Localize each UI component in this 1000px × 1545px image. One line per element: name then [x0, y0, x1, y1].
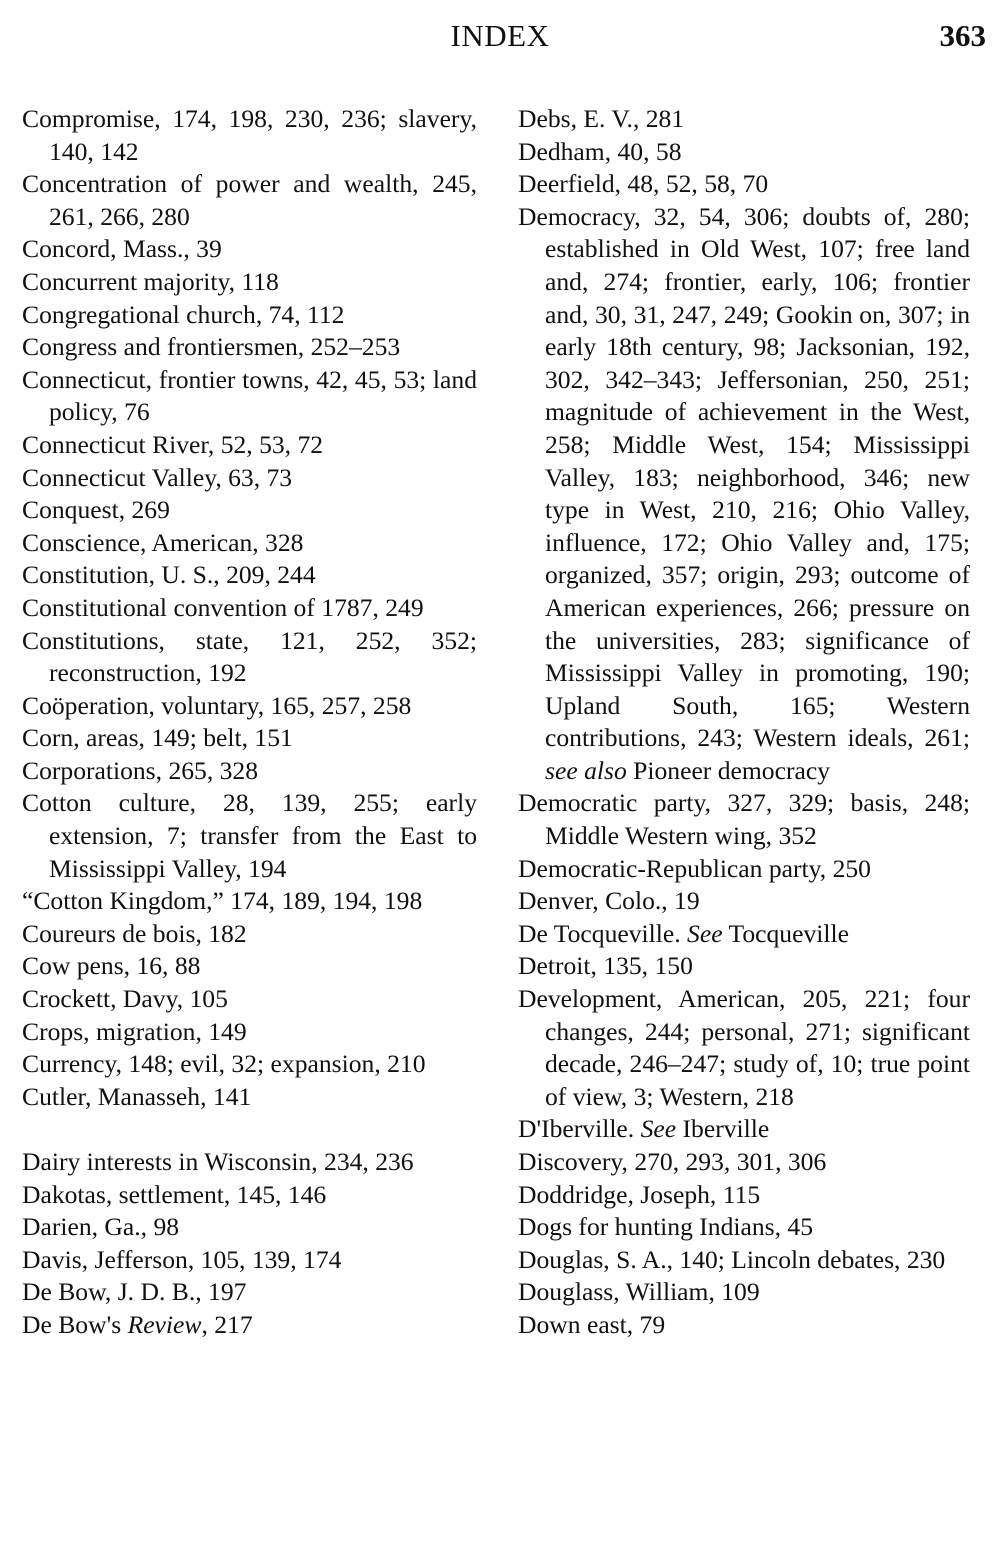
index-entry — [518, 201, 970, 788]
index-entry: Concord, Mass., 39 — [22, 234, 222, 264]
index-entry: Dedham, 40, 58 — [518, 136, 682, 166]
index-entry: Down east, 79 — [518, 1309, 666, 1339]
entry-text: Tocqueville — [722, 918, 849, 948]
index-entry — [518, 918, 970, 951]
index-entry: Congress and frontiersmen, 252–253 — [22, 332, 401, 362]
index-entry: Davis, Jefferson, 105, 139, 174 — [22, 1244, 342, 1274]
index-entry: Crockett, Davy, 105 — [22, 984, 228, 1014]
index-entry: Connecticut River, 52, 53, 72 — [22, 429, 324, 459]
page-title: INDEX — [450, 18, 550, 53]
index-entry: Coöperation, voluntary, 165, 257, 258 — [22, 690, 412, 720]
index-entry: Douglas, S. A., 140; Lincoln debates, 230 — [518, 1244, 946, 1274]
index-entry: Constitutional convention of 1787, 249 — [22, 592, 424, 622]
index-entry: Compromise, 174, 198, 230, 236; slavery, 140, 142 — [22, 104, 477, 166]
index-entry: Doddridge, Joseph, 115 — [518, 1179, 761, 1209]
index-entry: Dairy interests in Wisconsin, 234, 236 — [22, 1147, 414, 1176]
index-entry: “Cotton Kingdom,” 174, 189, 194, 198 — [22, 886, 423, 916]
entry-italic: See — [687, 918, 723, 948]
index-entry: Discovery, 270, 293, 301, 306 — [518, 1147, 827, 1176]
index-entry: Corporations, 265, 328 — [22, 755, 259, 785]
index-entry: Concentration of power and wealth, 245, 261, 266, 280 — [22, 169, 477, 231]
index-entry: Cotton culture, 28, 139, 255; early extension, 7; transfer from the East to Mississippi Valley, 194 — [22, 788, 477, 883]
index-entry: Dogs for hunting Indians, 45 — [518, 1212, 814, 1242]
entry-italic: Review — [127, 1309, 202, 1339]
index-entry: Detroit, 135, 150 — [518, 951, 693, 981]
index-column-left — [22, 103, 477, 1342]
entry-text: De Bow's — [22, 1309, 128, 1339]
index-entry: Douglass, William, 109 — [518, 1277, 760, 1307]
index-entry: Democratic-Republican party, 250 — [518, 853, 871, 883]
entry-text: Iberville — [676, 1114, 770, 1144]
index-entry: Currency, 148; evil, 32; expansion, 210 — [22, 1049, 426, 1079]
index-entry: Coureurs de bois, 182 — [22, 918, 247, 948]
section-gap — [22, 1113, 477, 1146]
entry-italic: See — [640, 1114, 677, 1144]
index-entry — [22, 1309, 477, 1342]
index-entry: Democratic party, 327, 329; basis, 248; Middle Western wing, 352 — [518, 788, 970, 851]
index-entry: Dakotas, settlement, 145, 146 — [22, 1179, 327, 1209]
index-entry: Darien, Ga., 98 — [22, 1212, 180, 1242]
index-entry: Debs, E. V., 281 — [518, 104, 685, 133]
index-entry: Cutler, Manasseh, 141 — [22, 1081, 252, 1111]
index-entry: Congregational church, 74, 112 — [22, 299, 345, 329]
index-entry: Concurrent majority, 118 — [22, 266, 279, 296]
entry-text: De Tocqueville. — [518, 918, 688, 948]
index-entry: De Bow, J. D. B., 197 — [22, 1277, 247, 1307]
index-entry: Constitution, U. S., 209, 244 — [22, 560, 316, 590]
index-entry: Constitutions, state, 121, 252, 352; reconstruction, 192 — [22, 625, 477, 688]
entry-text: Democracy, 32, 54, 306; doubts of, 280; established in Old West, 107; free land and, 274; frontier, early, 106; frontier and, 30, 31, 247, 249; Gookin on, 307; in early 18th century, 98; Jacksonian, 192, 302, 342–343; Jeffersonian, 250, 251; magnitude of achievement in the West, 258; Middle West, 154; Mississippi Valley, 183; neighborhood, 346; new type in West, 210, 216; Ohio Valley, influence, 172; Ohio Valley and, 175; organized, 357; origin, 293; outcome of American experiences, 266; pressure on the universities, 283; significance of Mississippi Valley in promoting, 190; Upland South, 165; Western contributions, 243; Western ideals, 261; — [518, 201, 970, 753]
entry-italic: see also — [545, 755, 627, 785]
index-entry: Denver, Colo., 19 — [518, 886, 700, 916]
index-entry: Crops, migration, 149 — [22, 1016, 247, 1046]
index-entry: Connecticut, frontier towns, 42, 45, 53; land policy, 76 — [22, 364, 477, 427]
entry-text: , 217 — [201, 1309, 253, 1339]
index-entry: Connecticut Valley, 63, 73 — [22, 462, 293, 492]
page-number: 363 — [939, 18, 986, 53]
entry-text: Pioneer democracy — [626, 755, 830, 785]
index-column-right — [518, 103, 970, 1342]
index-entry — [518, 1113, 970, 1146]
index-entry: Cow pens, 16, 88 — [22, 951, 201, 981]
index-entry: Deerfield, 48, 52, 58, 70 — [518, 169, 769, 199]
index-entry: Corn, areas, 149; belt, 151 — [22, 723, 293, 753]
page-header — [0, 18, 1000, 68]
index-entry: Development, American, 205, 221; four changes, 244; personal, 271; significant decade, 246–247; study of, 10; true point of view, 3; Western, 218 — [518, 984, 970, 1111]
entry-text: D'Iberville. — [518, 1114, 641, 1144]
index-entry: Conscience, American, 328 — [22, 527, 304, 557]
index-entry: Conquest, 269 — [22, 495, 170, 525]
